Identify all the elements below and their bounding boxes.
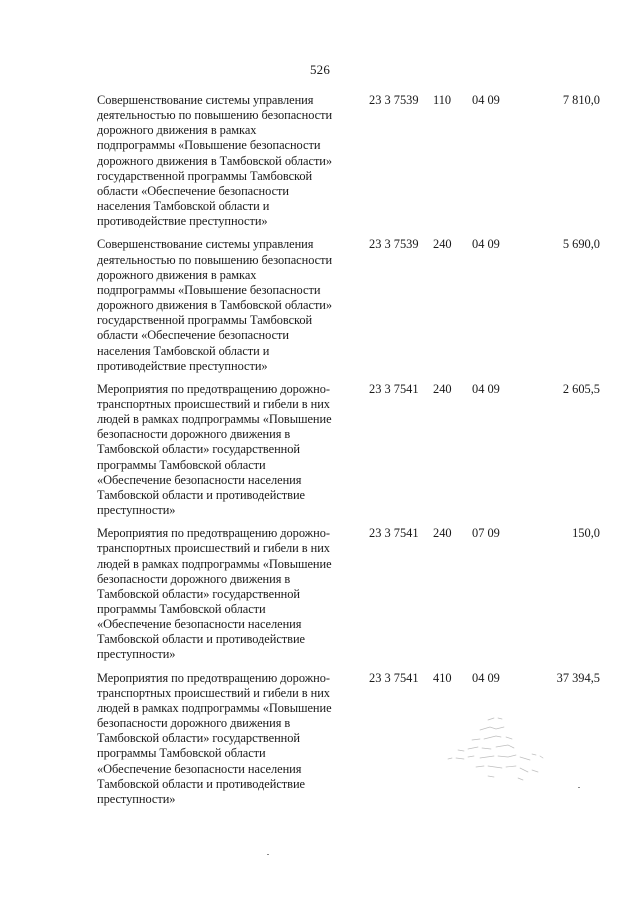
scan-speck [267, 854, 269, 855]
row-description: Мероприятия по предотвращению дорожно- транспортных происшествий и гибели в них людей в рамках подпрограммы «Повышение безопасности дорожного движения в Тамбовской области» государственной программы Тамбовской области «Обеспечение безопасности населения Тамбовской области и противодействие преступности» [97, 670, 332, 806]
row-section-code: 04 09 [472, 93, 500, 107]
row-section-code: 04 09 [472, 237, 500, 252]
row-target-article: 23 3 7541 [369, 526, 419, 541]
table-row [97, 382, 607, 518]
row-amount: 5 690,0 [562, 237, 600, 252]
row-description: Мероприятия по предотвращению дорожно- транспортных происшествий и гибели в них людей в рамках подпрограммы «Повышение безопасности дорожного движения в Тамбовской области» государственной программы Тамбовской области «Обеспечение безопасности населения Тамбовской области и противодействие преступности» [97, 526, 332, 662]
row-expense-type: 240 [433, 381, 452, 396]
row-expense-type: 240 [433, 237, 452, 252]
row-description: Совершенствование системы управления деятельностью по повышению безопасности дорожного движения в рамках подпрограммы «Повышение безопасности дорожного движения в Тамбовской области» государственной программы Тамбовской области «Обеспечение безопасности населения Тамбовской области и противодействие преступности» [97, 93, 333, 229]
row-section-code: 07 09 [472, 526, 500, 541]
row-section-code: 04 09 [472, 381, 500, 396]
row-section-code: 04 09 [472, 670, 500, 685]
row-target-article: 23 3 7539 [369, 93, 419, 107]
row-description: Совершенствование системы управления деятельностью по повышению безопасности дорожного движения в рамках подпрограммы «Повышение безопасности дорожного движения в Тамбовской области» государственной программы Тамбовской области «Обеспечение безопасности населения Тамбовской области и противодействие преступности» [97, 237, 333, 373]
row-target-article: 23 3 7539 [369, 237, 419, 252]
table-row [97, 93, 607, 229]
table-row [97, 526, 607, 662]
row-expense-type: 410 [433, 670, 452, 685]
scan-speck [578, 787, 580, 788]
page-number: 526 [309, 62, 331, 77]
row-target-article: 23 3 7541 [369, 670, 419, 685]
table-row [97, 237, 607, 373]
row-amount: 150,0 [572, 526, 600, 541]
row-description: Мероприятия по предотвращению дорожно- транспортных происшествий и гибели в них людей в рамках подпрограммы «Повышение безопасности дорожного движения в Тамбовской области» государственной программы Тамбовской области «Обеспечение безопасности населения Тамбовской области и противодействие преступности» [97, 381, 332, 518]
row-amount: 2 605,5 [562, 381, 600, 396]
row-expense-type: 110 [433, 93, 452, 107]
row-amount: 7 810,0 [562, 93, 600, 107]
budget-table [97, 93, 607, 807]
row-target-article: 23 3 7541 [369, 381, 419, 396]
row-amount: 37 394,5 [556, 670, 600, 685]
row-expense-type: 240 [433, 526, 452, 541]
faint-stamp-mark [428, 712, 558, 792]
